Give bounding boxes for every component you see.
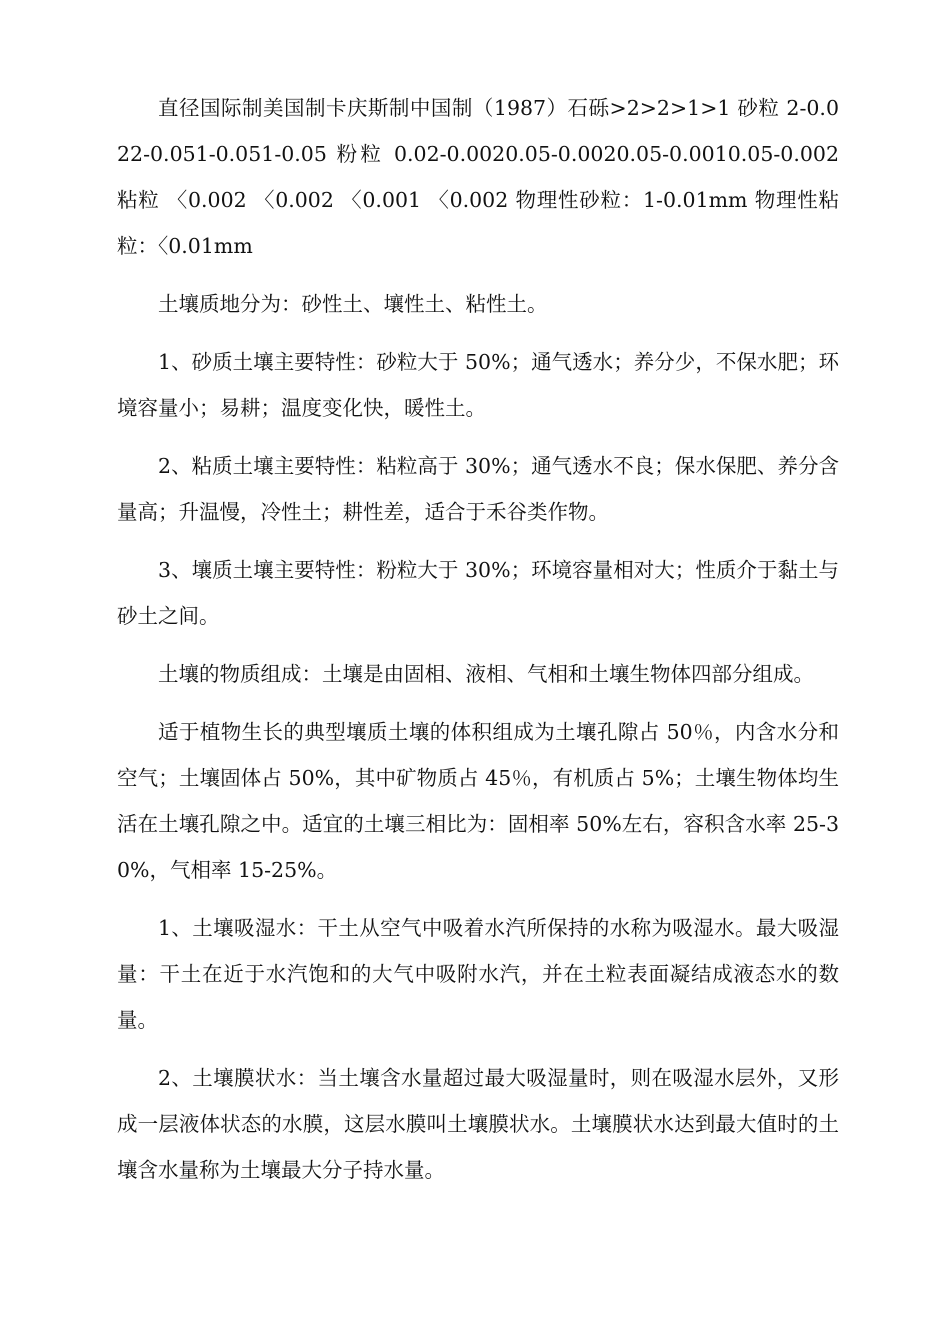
paragraph-soil-texture-types: 土壤质地分为：砂性土、壤性土、粘性土。 [158, 292, 548, 316]
document-body [117, 85, 839, 1205]
paragraph-sandy-soil: 1、砂质土壤主要特性：砂粒大于 50%；通气透水；养分少，不保水肥；环境容量小；易耕；温度变化快，暖性土。 [117, 350, 839, 420]
paragraph-volume-composition: 适于植物生长的典型壤质土壤的体积组成为土壤孔隙占 50％，内含水分和空气；土壤固体占 50%，其中矿物质占 45％，有机质占 5%；土壤生物体均生活在土壤孔隙之中。适宜的土壤三相比为：固相率 50%左右，容积含水率 25-30%，气相率 15-25%。 [117, 720, 839, 882]
paragraph-particle-size-classification: 直径国际制美国制卡庆斯制中国制（1987）石砾>2>2>1>1 砂粒 2-0.022-0.051-0.051-0.05 粉粒 0.02-0.0020.05-0.0020.05-0.0010.05-0.002 粘粒 〈0.002 〈0.002 〈0.001 〈0.002 物理性砂粒：1-0.01mm 物理性粘粒：〈0.01mm [117, 96, 839, 258]
paragraph-loam-soil: 3、壤质土壤主要特性：粉粒大于 30%；环境容量相对大；性质介于黏土与砂土之间。 [117, 558, 839, 628]
paragraph-film-water: 2、土壤膜状水：当土壤含水量超过最大吸湿量时，则在吸湿水层外，又形成一层液体状态的水膜，这层水膜叫土壤膜状水。土壤膜状水达到最大值时的土壤含水量称为土壤最大分子持水量。 [117, 1066, 839, 1182]
paragraph-clay-soil: 2、粘质土壤主要特性：粘粒高于 30%；通气透水不良；保水保肥、养分含量高；升温慢，冷性土；耕性差，适合于禾谷类作物。 [117, 454, 839, 524]
paragraph-hygroscopic-water: 1、土壤吸湿水：干土从空气中吸着水汽所保持的水称为吸湿水。最大吸湿量：干土在近于水汽饱和的大气中吸附水汽，并在土粒表面凝结成液态水的数量。 [117, 916, 839, 1032]
paragraph-soil-composition: 土壤的物质组成：土壤是由固相、液相、气相和土壤生物体四部分组成。 [158, 662, 814, 686]
